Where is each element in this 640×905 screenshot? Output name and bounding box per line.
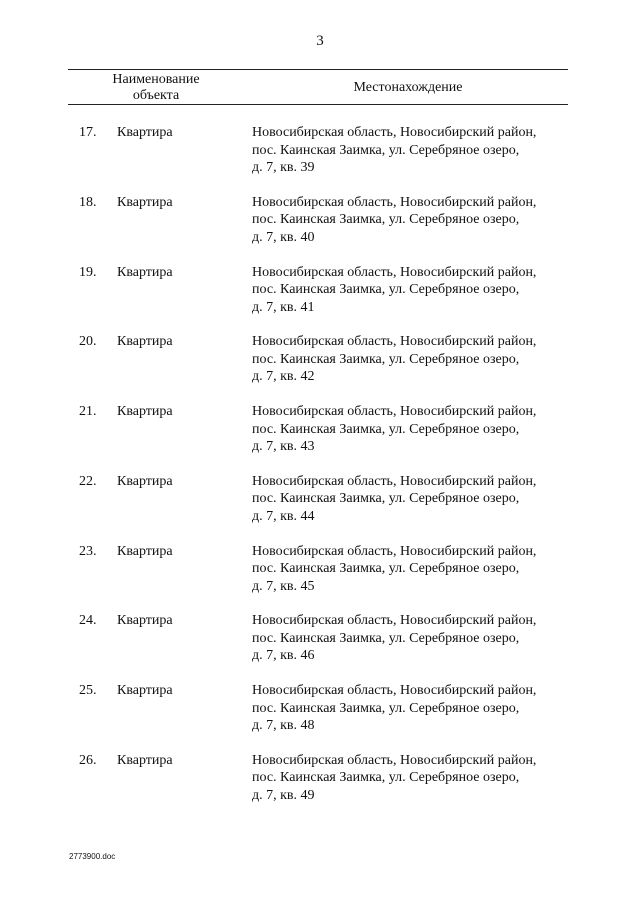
table-row [0, 403, 640, 473]
row-number: 19. [79, 264, 97, 280]
row-location-line: Новосибирская область, Новосибирский район, [252, 683, 537, 698]
row-number: 21. [79, 404, 97, 419]
row-location-line: пос. Каинская Заимка, ул. Серебряное озеро, [252, 282, 520, 297]
table-row [0, 612, 640, 682]
row-location-line: пос. Каинская Заимка, ул. Серебряное озеро, [252, 770, 520, 786]
row-object-name: Квартира [117, 404, 173, 419]
row-location-line: д. 7, кв. 43 [252, 439, 315, 454]
column-header-object-name-line1: Наименование [112, 72, 200, 87]
row-number: 17. [79, 125, 97, 140]
page-number: 3 [316, 33, 324, 49]
row-object-name: Квартира [117, 473, 173, 489]
row-number: 26. [79, 752, 97, 768]
row-number: 24. [79, 613, 97, 629]
row-location [252, 473, 572, 526]
row-location-line: Новосибирская область, Новосибирский район, [252, 125, 537, 140]
table-row [0, 682, 640, 752]
row-number: 25. [79, 683, 97, 698]
row-location-line: д. 7, кв. 42 [252, 369, 315, 385]
row-location-line: д. 7, кв. 48 [252, 718, 315, 733]
table-row [0, 194, 640, 264]
column-header-object-name-line2: объекта [132, 88, 180, 103]
row-location-line: пос. Каинская Заимка, ул. Серебряное озеро, [252, 561, 520, 576]
row-location-line: д. 7, кв. 41 [252, 299, 315, 315]
row-location-line: Новосибирская область, Новосибирский район, [252, 264, 537, 280]
column-header-object-name [100, 72, 212, 104]
table-header-top-rule [68, 69, 568, 70]
row-location-line: д. 7, кв. 44 [252, 508, 315, 524]
row-location-line: Новосибирская область, Новосибирский район, [252, 752, 537, 768]
table-row [0, 264, 640, 334]
table-row [0, 473, 640, 543]
row-location [252, 752, 572, 805]
row-object-name: Квартира [117, 125, 173, 140]
table-body [0, 124, 640, 822]
table-row [0, 752, 640, 822]
row-location-line: пос. Каинская Заимка, ул. Серебряное озеро, [252, 421, 520, 437]
row-location [252, 403, 572, 456]
row-location-line: пос. Каинская Заимка, ул. Серебряное озеро, [252, 491, 520, 507]
row-location [252, 264, 572, 317]
row-location [252, 682, 572, 735]
row-number: 20. [79, 334, 97, 350]
row-object-name: Квартира [117, 194, 173, 210]
row-location-line: Новосибирская область, Новосибирский район, [252, 334, 537, 350]
table-row [0, 543, 640, 613]
row-object-name: Квартира [117, 752, 173, 768]
row-number: 18. [79, 194, 97, 210]
row-location-line: Новосибирская область, Новосибирский район, [252, 473, 537, 489]
footer-document-id: 2773900.doc [69, 852, 116, 861]
row-location-line: д. 7, кв. 45 [252, 578, 315, 594]
row-number: 23. [79, 543, 97, 559]
column-header-location: Местонахождение [353, 80, 463, 95]
row-location-line: пос. Каинская Заимка, ул. Серебряное озеро, [252, 212, 520, 228]
row-location-line: д. 7, кв. 46 [252, 648, 315, 664]
row-location [252, 194, 572, 247]
row-location-line: д. 7, кв. 39 [252, 160, 315, 175]
table-row [0, 124, 640, 194]
row-location-line: пос. Каинская Заимка, ул. Серебряное озеро, [252, 142, 520, 158]
row-location-line: пос. Каинская Заимка, ул. Серебряное озеро, [252, 351, 520, 367]
row-object-name: Квартира [117, 613, 173, 629]
row-location [252, 333, 572, 386]
row-object-name: Квартира [117, 264, 173, 280]
row-location [252, 612, 572, 665]
row-object-name: Квартира [117, 543, 173, 559]
row-location-line: д. 7, кв. 40 [252, 229, 315, 245]
row-location [252, 543, 572, 596]
row-location-line: Новосибирская область, Новосибирский район, [252, 194, 537, 210]
row-location-line: пос. Каинская Заимка, ул. Серебряное озеро, [252, 630, 520, 646]
row-location-line: Новосибирская область, Новосибирский район, [252, 543, 537, 559]
row-number: 22. [79, 473, 97, 489]
table-row [0, 333, 640, 403]
row-location [252, 124, 572, 177]
table-header-bottom-rule [68, 104, 568, 105]
row-object-name: Квартира [117, 334, 173, 350]
row-location-line: пос. Каинская Заимка, ул. Серебряное озеро, [252, 700, 520, 716]
row-object-name: Квартира [117, 683, 173, 698]
row-location-line: д. 7, кв. 49 [252, 787, 315, 803]
row-location-line: Новосибирская область, Новосибирский район, [252, 613, 537, 629]
row-location-line: Новосибирская область, Новосибирский район, [252, 404, 537, 419]
